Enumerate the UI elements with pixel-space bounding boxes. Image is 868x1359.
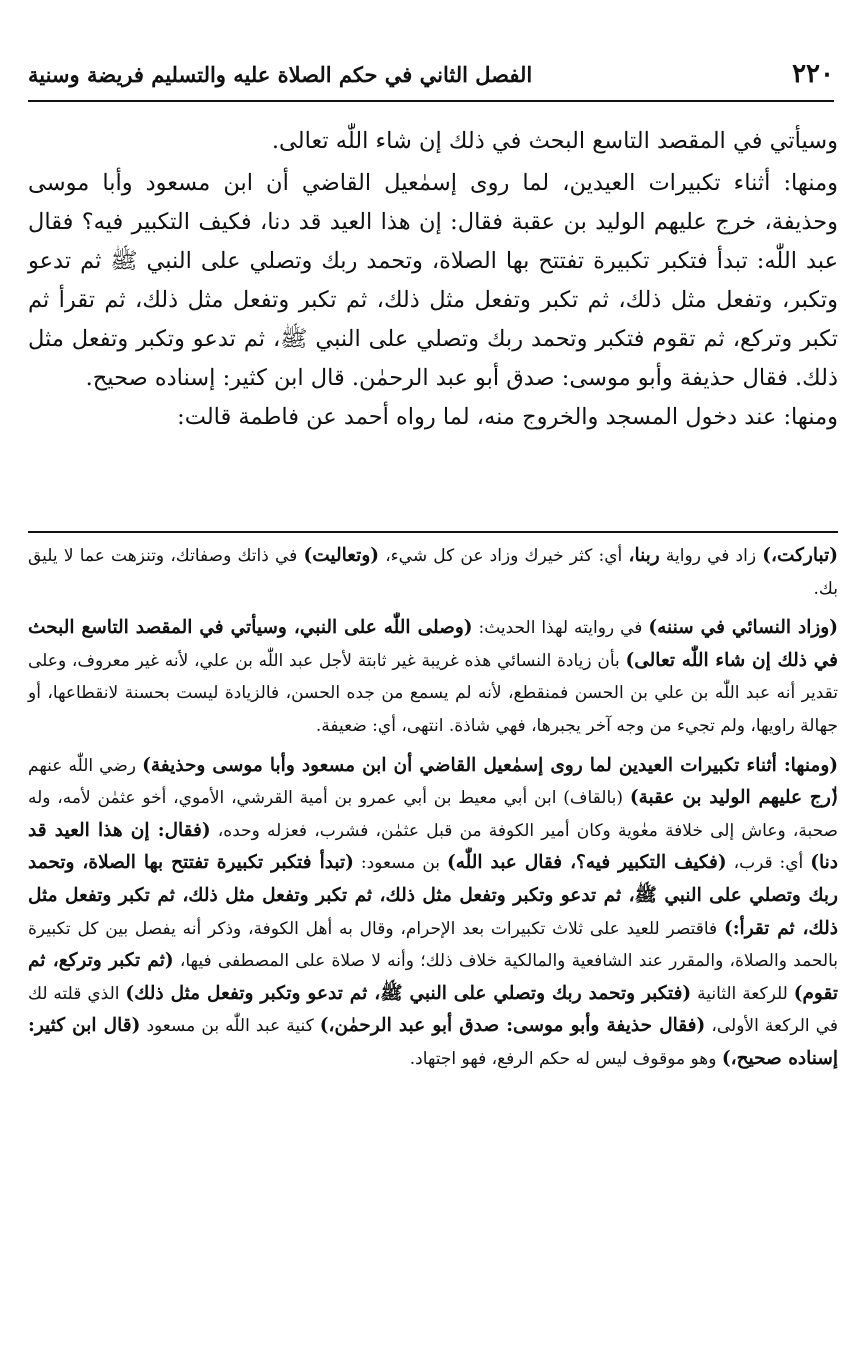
quoted-phrase: (تبدأ فتكبر تكبيرة تفتتح بها الصلاة، وتحمد ربك وتصلي على النبي ﷺ، ثم تدعو وتكبر وتفعل مثل ذلك، ثم تكبر وتفعل مثل ذلك، ثم تكبر وتفعل مثل ذلك، ثم تقرأ:) <box>28 852 838 939</box>
commentary-text: (بالقاف) ابن أبي معيط بن أبي عمرو بن أمية القرشي، الأموي، أخو عثمٰن لأمه، وله صحبة، وعاش إلى خلافة معٰوية وكان أمير الكوفة من قبل عثمٰن، فشرب، فعزله وحده، <box>28 788 838 841</box>
main-paragraph-3: ومنها: عند دخول المسجد والخروج منه، لما رواه أحمد عن فاطمة قالت: <box>177 404 838 430</box>
commentary-paragraph-3 <box>28 750 838 1076</box>
commentary-text: الذي قلته لك في الركعة الأولى، <box>28 983 839 1037</box>
quoted-phrase: (وتعاليت) <box>303 545 380 566</box>
quoted-phrase: (تبارکت،) <box>762 545 838 566</box>
quoted-phrase: ربنا، <box>628 545 660 566</box>
commentary <box>28 540 838 1076</box>
commentary-text: فاقتصر للعيد على ثلاث تكبيرات بعد الإحرام، وقال به أهل الكوفة، وذكر أنه يفصل بين كل تكبيرة بالحمد والصلاة، والمقرر عند الشافعية والمالكية خلاف ذلك؛ وأنه لا صلاة على المصطفى فيها، <box>28 918 838 972</box>
quoted-phrase: (وزاد النسائي في سننه) <box>648 617 838 639</box>
commentary-text: رضي اللّٰه عنهم <box>28 755 143 776</box>
commentary-text: للركعة الثانية <box>691 983 794 1004</box>
main-paragraph-2: ومنها: أثناء تكبيرات العيدين، لما روى إسمٰعيل القاضي أن ابن مسعود وأبا موسى وحذيفة، خرج عليهم الوليد بن عقبة فقال: إن هذا العيد قد دنا، فكيف التكبير فيه؟ فقال عبد اللّٰه: تبدأ فتكبر تكبيرة تفتتح بها الصلاة، وتحمد ربك وتصلي على النبي ﷺ ثم تدعو وتكبر، وتفعل مثل ذلك، ثم تكبر وتفعل مثل ذلك، ثم تكبر وتفعل مثل ذلك، ثم تقرأ ثم تكبر وتركع، ثم تقوم فتكبر وتحمد ربك وتصلي على النبي ﷺ، ثم تدعو وتكبر وتفعل مثل ذلك. فقال حذيفة وأبو موسى: صدق أبو عبد الرحمٰن. قال ابن كثير: إسناده صحيح. <box>28 170 838 391</box>
commentary-text: في روايته لهذا الحديث: <box>472 618 649 639</box>
quoted-phrase: (فتكبر وتحمد ربك وتصلي على النبي ﷺ، ثم تدعو وتكبر وتفعل مثل ذلك) <box>125 982 692 1004</box>
quoted-phrase: (ٰرج عليهم الوليد بن عقبة) <box>629 787 839 809</box>
commentary-paragraph-1 <box>28 540 838 605</box>
main-text <box>28 122 838 437</box>
commentary-text: بأن زيادة النسائي هذه غريبة غير ثابتة لأجل عبد اللّٰه بن علي، لأنه غير معروف، وعلى تقدير أنه عبد اللّٰه بن علي بن الحسن فمنقطع، لأنه لم يسمع من جده الحسن، فالزيادة ليست بحسنة لانقطاعها، أو جهالة راويها، ولم تجيء من وجه آخر يجبرها، فهي شاذة. انتهى، أي: ضعيفة. <box>28 650 838 736</box>
chapter-title: الفصل الثاني في حكم الصلاة عليه والتسليم فريضة وسنية <box>28 61 533 87</box>
page-number: ٢٢٠ <box>792 59 834 89</box>
quoted-phrase: (ثم تكبر وتركع، ثم تقوم) <box>28 950 838 1004</box>
quoted-phrase: (فقال: إن هذا العيد قد دنا) <box>28 819 838 874</box>
footnote-divider <box>28 531 838 533</box>
commentary-text: بن مسعود: <box>353 853 447 874</box>
main-paragraph-1: وسيأتي في المقصد التاسع البحث في ذلك إن شاء اللّٰه تعالى. <box>271 128 838 154</box>
commentary-text: أي: كثر خيرك وزاد عن كل شيء، <box>379 546 629 566</box>
commentary-paragraph-2 <box>28 612 838 742</box>
quoted-phrase: (فكيف التكبير فيه؟، فقال عبد اللّٰه) <box>446 852 727 874</box>
quoted-phrase: (وصلى اللّٰه على النبي، وسيأتي في المقصد التاسع البحث في ذلك إن شاء اللّٰه تعالى) <box>28 617 838 671</box>
quoted-phrase: (ومنها: أثناء تكبيرات العيدين لما روى إسمٰعيل القاضي أن ابن مسعود وأبا موسى وحذيفة) <box>142 754 839 776</box>
commentary-text: وهو موقوف ليس له حكم الرفع، فهو اجتهاد. <box>409 1048 722 1069</box>
commentary-text: في ذاتك وصفاتك، وتنزهت عما لا يليق بك. <box>28 546 838 599</box>
commentary-text: زاد في رواية <box>659 546 763 566</box>
commentary-text: أي: قرب، <box>726 853 811 874</box>
running-header <box>28 52 834 102</box>
commentary-text: كنية عبد اللّٰه بن مسعود <box>140 1016 320 1037</box>
quoted-phrase: (قال ابن كثير: إسناده صحيح،) <box>28 1015 838 1069</box>
quoted-phrase: (فقال حذيفة وأبو موسى: صدق أبو عبد الرحمٰن،) <box>319 1015 706 1037</box>
